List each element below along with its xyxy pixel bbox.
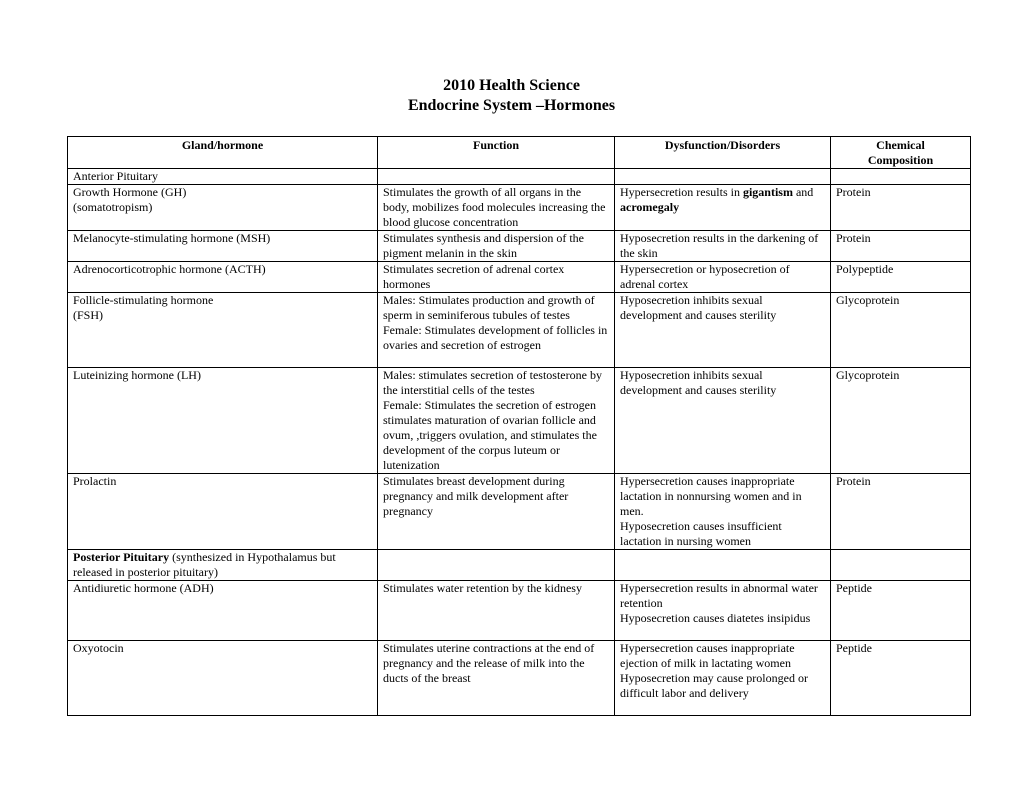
dysfunction-cell [615, 185, 831, 231]
dysfunction-cell: Hypersecretion causes inappropriate ejection of milk in lactating women Hyposecretion may cause prolonged or difficult labor and delivery [615, 641, 831, 716]
function-cell: Males: Stimulates production and growth of sperm in seminiferous tubules of testes Female: Stimulates development of follicles in ovaries and secretion of estrogen [378, 293, 615, 368]
function-cell: Stimulates secretion of adrenal cortex hormones [378, 262, 615, 293]
chemical-cell: Peptide [831, 581, 971, 641]
gland-cell: Growth Hormone (GH) (somatotropism) [68, 185, 378, 231]
chemical-cell: Polypeptide [831, 262, 971, 293]
header-row [68, 137, 971, 169]
section-row-posterior [68, 550, 971, 581]
gland-cell: Melanocyte-stimulating hormone (MSH) [68, 231, 378, 262]
section-row-anterior [68, 169, 971, 185]
gland-cell: Oxyotocin [68, 641, 378, 716]
chemical-cell: Protein [831, 474, 971, 550]
section-anterior-pituitary: Anterior Pituitary [68, 169, 378, 185]
table-row [68, 231, 971, 262]
table-cell-empty [831, 169, 971, 185]
gland-cell: Luteinizing hormone (LH) [68, 368, 378, 474]
chemical-cell: Protein [831, 185, 971, 231]
dysfunction-text: Hypersecretion results in [620, 185, 743, 199]
dysfunction-term-gigantism: gigantism [742, 185, 793, 199]
table-cell-empty [378, 169, 615, 185]
table-row [68, 185, 971, 231]
section-posterior-label: Posterior Pituitary [73, 550, 170, 564]
gland-cell: Follicle-stimulating hormone (FSH) [68, 293, 378, 368]
function-cell: Stimulates the growth of all organs in the body, mobilizes food molecules increasing the blood glucose concentration [378, 185, 615, 231]
gland-cell: Prolactin [68, 474, 378, 550]
dysfunction-term-acromegaly: acromegaly [620, 200, 680, 214]
hormones-table [67, 136, 971, 716]
dysfunction-cell: Hyposecretion inhibits sexual development and causes sterility [615, 293, 831, 368]
chemical-cell: Glycoprotein [831, 293, 971, 368]
table-cell-empty [378, 550, 615, 581]
function-cell: Stimulates breast development during pregnancy and milk development after pregnancy [378, 474, 615, 550]
section-posterior-note: (synthesized in Hypothalamus but released in posterior pituitary) [73, 550, 336, 579]
header-function: Function [378, 137, 615, 169]
dysfunction-text: and [792, 185, 814, 199]
function-cell: Males: stimulates secretion of testosterone by the interstitial cells of the testes Female: Stimulates the secretion of estrogen stimulates maturation of ovarian follicle and ovum, ,triggers ovulation, and stimulates the development of the corpus luteum or lutenization [378, 368, 615, 474]
title-line-1: 2010 Health Science [443, 77, 580, 94]
header-dysfunction: Dysfunction/Disorders [615, 137, 831, 169]
chemical-cell: Glycoprotein [831, 368, 971, 474]
table-cell-empty [615, 169, 831, 185]
chemical-cell: Peptide [831, 641, 971, 716]
table-row [68, 581, 971, 641]
header-chemical: Chemical Composition [831, 137, 971, 169]
header-gland: Gland/hormone [68, 137, 378, 169]
table-cell-empty [615, 550, 831, 581]
gland-cell: Adrenocorticotrophic hormone (ACTH) [68, 262, 378, 293]
document-title [0, 76, 1023, 116]
title-line-2: Endocrine System –Hormones [407, 97, 616, 114]
chemical-cell: Protein [831, 231, 971, 262]
function-cell: Stimulates synthesis and dispersion of the pigment melanin in the skin [378, 231, 615, 262]
table-row [68, 641, 971, 716]
dysfunction-cell: Hyposecretion inhibits sexual development and causes sterility [615, 368, 831, 474]
section-posterior-pituitary [68, 550, 378, 581]
table-row [68, 262, 971, 293]
table-row [68, 293, 971, 368]
dysfunction-cell: Hyposecretion results in the darkening of the skin [615, 231, 831, 262]
dysfunction-cell: Hypersecretion or hyposecretion of adrenal cortex [615, 262, 831, 293]
table-row [68, 368, 971, 474]
dysfunction-cell: Hypersecretion results in abnormal water retention Hyposecretion causes diatetes insipidus [615, 581, 831, 641]
function-cell: Stimulates uterine contractions at the end of pregnancy and the release of milk into the ducts of the breast [378, 641, 615, 716]
table-cell-empty [831, 550, 971, 581]
function-cell: Stimulates water retention by the kidnesy [378, 581, 615, 641]
table-row [68, 474, 971, 550]
gland-cell: Antidiuretic hormone (ADH) [68, 581, 378, 641]
dysfunction-cell: Hypersecretion causes inappropriate lactation in nonnursing women and in men. Hyposecretion causes insufficient lactation in nursing women [615, 474, 831, 550]
